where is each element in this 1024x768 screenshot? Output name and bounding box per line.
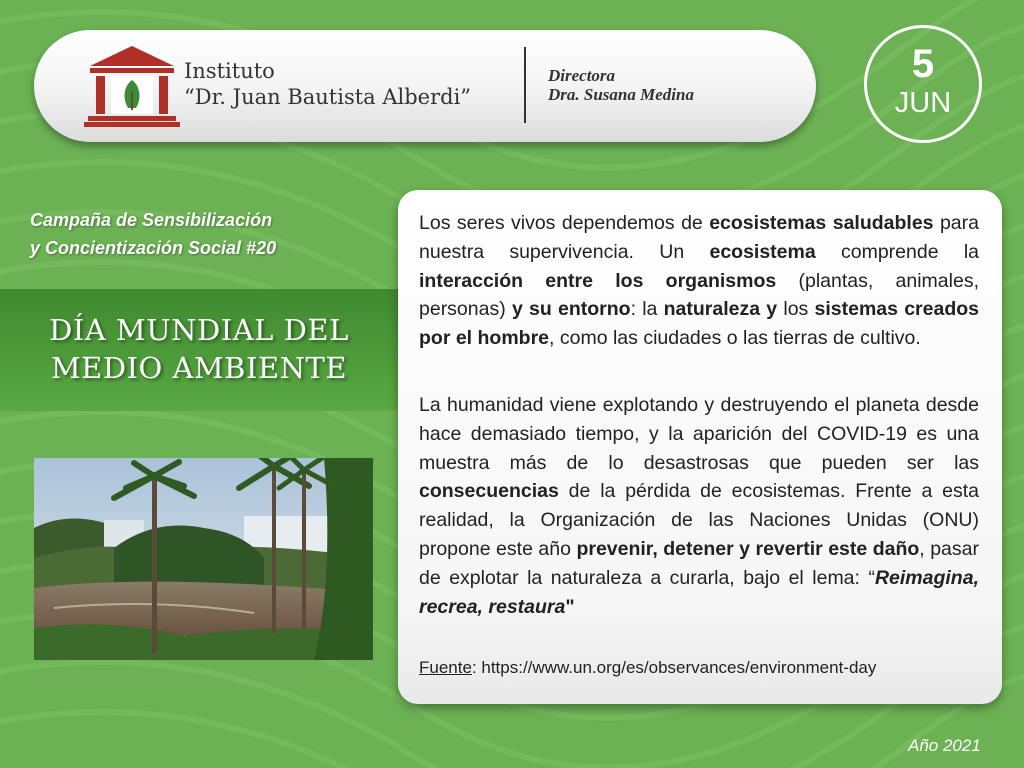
institute-name-line2: “Dr. Juan Bautista Alberdi” <box>184 85 472 109</box>
p1-s09: : la <box>630 298 664 321</box>
p1-s12: sistemas creados por el hombre <box>419 298 980 350</box>
title-band <box>0 289 398 411</box>
p2-s02: consecuencias <box>419 480 559 503</box>
p1-s01: Los seres vivos dependemos de <box>419 212 710 234</box>
page-title <box>0 311 398 387</box>
p1-s07: (plantas, animales, personas) <box>419 269 979 321</box>
institute-name <box>184 58 471 110</box>
p2-s05: , pasar de explotar la naturaleza a curarla, bajo el lema: “ <box>419 537 979 589</box>
director-info <box>548 66 694 104</box>
director-title: Directora <box>548 66 616 85</box>
institute-name-line1: Instituto <box>184 59 275 83</box>
source-label: Fuente <box>419 658 472 677</box>
footer-year: Año 2021 <box>908 736 981 755</box>
campaign-line1: Campaña de Sensibilización <box>30 210 273 230</box>
p1-s02: ecosistemas saludables <box>709 212 934 234</box>
p2-s03: de la pérdida de ecosistemas. Frente a esta realidad, la Organización de las Naciones Unidas (ONU) propone este año <box>419 480 979 560</box>
p1-s03: para nuestra supervivencia. Un <box>419 212 979 263</box>
content-card <box>398 190 1002 704</box>
header-divider <box>524 47 526 123</box>
p2-s01: La humanidad viene explotando y destruyendo el planeta desde hace demasiado tiempo, y la aparición del COVID-19 es una muestra más de lo desastrosas que pueden ser las <box>419 394 979 474</box>
p1-s08: y su entorno <box>511 298 631 321</box>
p2-s04: prevenir, detener y revertir este daño <box>576 537 920 560</box>
p2-s06: Reimagina, recrea, restaura <box>419 566 979 618</box>
paragraph-humanity <box>419 391 979 621</box>
waterfall-landscape-photo <box>34 458 373 660</box>
institute-logo <box>84 42 180 128</box>
date-month: JUN <box>894 87 952 119</box>
p1-s13: , como las ciudades o las tierras de cultivo. <box>549 327 921 350</box>
date-badge <box>864 25 982 143</box>
page-title-line1: DÍA MUNDIAL DEL <box>49 313 349 347</box>
p1-s10: naturaleza y <box>663 298 778 321</box>
director-name: Dra. Susana Medina <box>548 85 694 104</box>
p1-s11: los <box>777 298 815 321</box>
p1-s06: interacción entre los organismos <box>419 269 777 292</box>
source-citation <box>419 658 876 678</box>
source-url: : https://www.un.org/es/observances/environment-day <box>471 658 877 677</box>
campaign-label <box>30 206 276 262</box>
p1-s05: comprende la <box>815 240 979 263</box>
date-day: 5 <box>911 42 935 86</box>
page-title-line2: MEDIO AMBIENTE <box>50 351 348 385</box>
campaign-line2: y Concientización Social #20 <box>30 238 277 258</box>
p2-s07: " <box>565 595 575 618</box>
p1-s04: ecosistema <box>709 240 816 263</box>
header-banner <box>34 30 816 142</box>
paragraph-ecosystems <box>419 209 979 353</box>
